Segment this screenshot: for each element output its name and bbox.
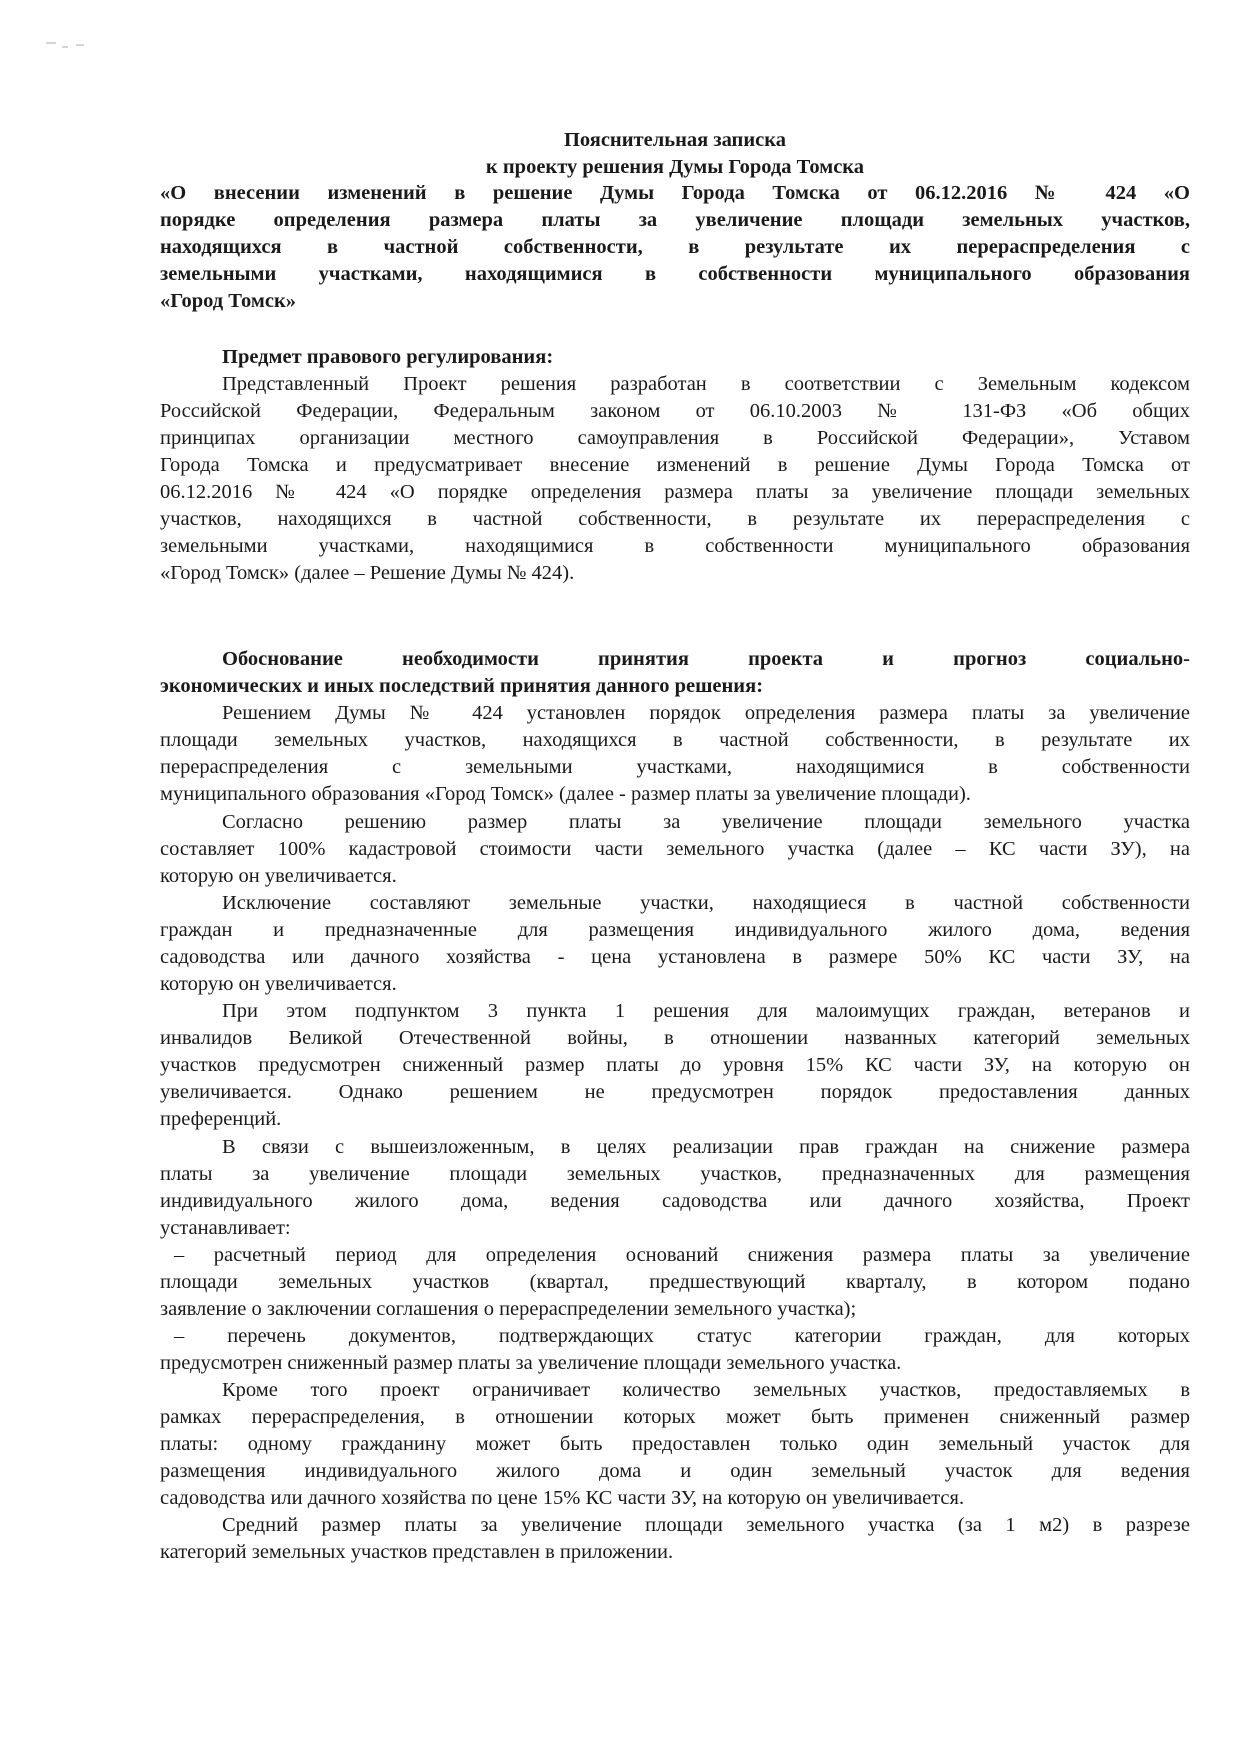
text-line: участков предусмотрен сниженный размер платы до уровня 15% КС части ЗУ, на которую он: [160, 1054, 1190, 1076]
list-item: [160, 1242, 1190, 1323]
text-line: принципах организации местного самоуправления в Российской Федерации», Уставом: [160, 427, 1190, 449]
text-line: находящихся в частной собственности, в результате их перераспределения с: [160, 236, 1190, 258]
list-item: [160, 1323, 1190, 1377]
text-line: «О внесении изменений в решение Думы Города Томска от 06.12.2016 № 424 «О: [160, 182, 1190, 204]
text-line: Решением Думы № 424 установлен порядок определения размера платы за увеличение: [222, 702, 1190, 724]
text-line: инвалидов Великой Отечественной войны, в отношении названных категорий земельных: [160, 1027, 1190, 1049]
text-line: индивидуального жилого дома, ведения садоводства или дачного хозяйства, Проект: [160, 1190, 1190, 1212]
text-line: граждан и предназначенные для размещения индивидуального жилого дома, ведения: [160, 919, 1190, 941]
paragraph: [160, 700, 1190, 808]
text-line: При этом подпунктом 3 пункта 1 решения для малоимущих граждан, ветеранов и: [222, 1000, 1190, 1022]
text-line: предусмотрен сниженный размер платы за увеличение площади земельного участка.: [160, 1352, 902, 1374]
paragraph: [160, 809, 1190, 890]
text-line: – расчетный период для определения оснований снижения размера платы за увеличение: [174, 1244, 1190, 1266]
scan-artifact: [46, 38, 94, 52]
text-line: порядке определения размера платы за увеличение площади земельных участков,: [160, 209, 1190, 231]
text-line: муниципального образования «Город Томск» (далее - размер платы за увеличение площади).: [160, 783, 971, 805]
text-line: «Город Томск» (далее – Решение Думы № 424).: [160, 562, 575, 584]
text-line: которую он увеличивается.: [160, 865, 397, 887]
text-line: составляет 100% кадастровой стоимости части земельного участка (далее – КС части ЗУ), на: [160, 838, 1190, 860]
document-subject: [160, 180, 1190, 315]
text-line: Исключение составляют земельные участки, находящиеся в частной собственности: [222, 892, 1190, 914]
text-line: экономических и иных последствий принятия данного решения:: [160, 675, 764, 697]
text-line: Пояснительная записка: [563, 129, 787, 151]
section-heading-justification: [160, 646, 1190, 700]
paragraph: [160, 371, 1190, 587]
text-line: рамках перераспределения, в отношении которых может быть применен сниженный размер: [160, 1406, 1190, 1428]
text-line: Представленный Проект решения разработан в соответствии с Земельным кодексом: [222, 373, 1190, 395]
text-line: участков, находящихся в частной собственности, в результате их перераспределения с: [160, 508, 1190, 530]
text-line: Кроме того проект ограничивает количество земельных участков, предоставляемых в: [222, 1379, 1190, 1401]
text-line: Средний размер платы за увеличение площади земельного участка (за 1 м2) в разрезе: [222, 1514, 1190, 1536]
text-line: перераспределения с земельными участками, находящимися в собственности: [160, 756, 1190, 778]
text-line: которую он увеличивается.: [160, 973, 397, 995]
text-line: земельными участками, находящимися в собственности муниципального образования: [160, 263, 1190, 285]
text-line: устанавливает:: [160, 1217, 291, 1239]
text-line: – перечень документов, подтверждающих статус категории граждан, для которых: [174, 1325, 1190, 1347]
text-line: В связи с вышеизложенным, в целях реализации прав граждан на снижение размера: [222, 1136, 1190, 1158]
paragraph: [160, 1377, 1190, 1512]
text-line: заявление о заключении соглашения о перераспределении земельного участка);: [160, 1298, 857, 1320]
section-heading-subject: [160, 344, 1190, 371]
paragraph: [160, 890, 1190, 998]
text-line: Согласно решению размер платы за увеличение площади земельного участка: [222, 811, 1190, 833]
text-line: Российской Федерации, Федеральным законом от 06.10.2003 № 131-ФЗ «Об общих: [160, 400, 1190, 422]
paragraph: [160, 998, 1190, 1133]
text-line: садоводства или дачного хозяйства - цена установлена в размере 50% КС части ЗУ, на: [160, 946, 1190, 968]
text-line: категорий земельных участков представлен в приложении.: [160, 1541, 674, 1563]
paragraph: [160, 1134, 1190, 1242]
text-line: платы за увеличение площади земельных участков, предназначенных для размещения: [160, 1163, 1190, 1185]
paragraph: [160, 1512, 1190, 1566]
text-line: Города Томска и предусматривает внесение изменений в решение Думы Города Томска от: [160, 454, 1190, 476]
text-line: преференций.: [160, 1108, 282, 1130]
text-line: к проекту решения Думы Города Томска: [485, 156, 865, 178]
text-line: Обоснование необходимости принятия проекта и прогноз социально-: [222, 648, 1190, 670]
text-line: увеличивается. Однако решением не предусмотрен порядок предоставления данных: [160, 1081, 1190, 1103]
text-line: площади земельных участков, находящихся в частной собственности, в результате их: [160, 729, 1190, 751]
text-line: 06.12.2016 № 424 «О порядке определения размера платы за увеличение площади земельных: [160, 481, 1190, 503]
text-line: садоводства или дачного хозяйства по цене 15% КС части ЗУ, на которую он увеличивается.: [160, 1487, 965, 1509]
text-line: Предмет правового регулирования:: [222, 346, 554, 368]
text-line: площади земельных участков (квартал, предшествующий кварталу, в котором подано: [160, 1271, 1190, 1293]
text-line: «Город Томск»: [160, 290, 297, 312]
document-title: [160, 127, 1190, 181]
text-line: земельными участками, находящимися в собственности муниципального образования: [160, 535, 1190, 557]
text-line: размещения индивидуального жилого дома и один земельный участок для ведения: [160, 1460, 1190, 1482]
text-line: платы: одному гражданину может быть предоставлен только один земельный участок для: [160, 1433, 1190, 1455]
